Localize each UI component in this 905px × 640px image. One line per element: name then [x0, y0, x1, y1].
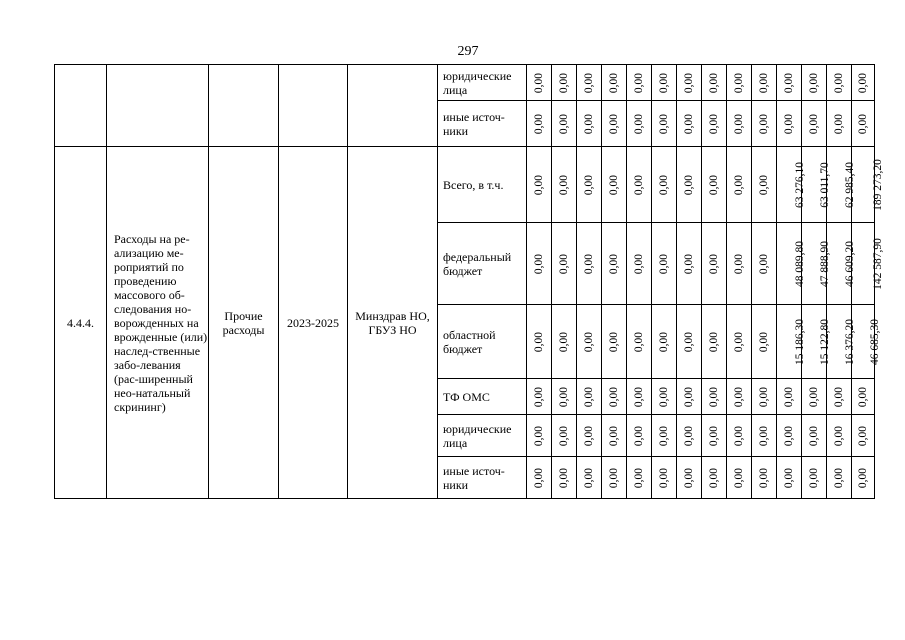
value-text: 0,00 — [708, 467, 720, 489]
value-cell — [727, 379, 752, 415]
value-text: 0,00 — [708, 72, 720, 94]
value-text: 0,00 — [833, 425, 845, 447]
value-cell — [527, 147, 552, 223]
value-cell — [752, 379, 777, 415]
value-cell — [527, 65, 552, 101]
value-cell — [752, 101, 777, 147]
value-cell — [727, 305, 752, 379]
value-text: 0,00 — [758, 113, 770, 135]
value-cell — [777, 415, 802, 457]
value-text: 0,00 — [833, 467, 845, 489]
value-cell — [827, 415, 852, 457]
value-cell — [577, 147, 602, 223]
value-text: 0,00 — [758, 72, 770, 94]
value-text: 0,00 — [608, 174, 620, 196]
value-text: 47 888,90 — [819, 241, 831, 287]
value-text: 0,00 — [808, 467, 820, 489]
value-text: 0,00 — [683, 331, 695, 353]
value-text: 0,00 — [857, 425, 869, 447]
value-text: 0,00 — [558, 331, 570, 353]
value-text: 0,00 — [683, 386, 695, 408]
row-label: юридические лица — [438, 65, 527, 101]
value-cell — [552, 305, 577, 379]
value-cell — [802, 101, 827, 147]
value-cell — [552, 415, 577, 457]
value-cell — [827, 379, 852, 415]
value-text: 62 985,40 — [844, 162, 856, 208]
value-text: 0,00 — [583, 174, 595, 196]
value-cell — [727, 457, 752, 499]
value-cell — [827, 101, 852, 147]
value-text: 0,00 — [733, 425, 745, 447]
value-text: 0,00 — [583, 425, 595, 447]
value-cell — [577, 457, 602, 499]
value-text: 0,00 — [708, 425, 720, 447]
value-text: 0,00 — [733, 467, 745, 489]
value-text: 0,00 — [708, 174, 720, 196]
value-text: 189 273,20 — [871, 159, 884, 211]
value-cell — [527, 457, 552, 499]
value-cell — [527, 223, 552, 305]
value-cell — [527, 305, 552, 379]
value-cell — [702, 305, 727, 379]
value-text: 0,00 — [758, 331, 770, 353]
value-text: 0,00 — [857, 467, 869, 489]
value-cell — [677, 305, 702, 379]
value-cell — [577, 65, 602, 101]
value-cell — [852, 415, 875, 457]
value-text: 16 376,20 — [844, 319, 856, 365]
value-text: 0,00 — [708, 386, 720, 408]
value-text: 0,00 — [583, 467, 595, 489]
value-cell — [752, 147, 777, 223]
value-cell — [777, 223, 806, 305]
value-cell — [802, 457, 827, 499]
value-text: 63 011,70 — [818, 162, 831, 208]
value-text: 0,00 — [558, 253, 570, 275]
value-cell — [552, 379, 577, 415]
value-cell — [602, 65, 627, 101]
value-text: 0,00 — [633, 72, 645, 94]
executor: Минздрав НО, ГБУЗ НО — [348, 147, 438, 499]
value-text: 63 276,10 — [794, 162, 806, 208]
value-cell — [752, 65, 777, 101]
value-text: 0,00 — [558, 386, 570, 408]
row-label: федеральный бюджет — [438, 223, 527, 305]
value-text: 0,00 — [658, 113, 670, 135]
value-text: 0,00 — [608, 72, 620, 94]
value-cell — [527, 415, 552, 457]
empty-cell — [209, 65, 279, 147]
value-cell — [577, 415, 602, 457]
value-text: 0,00 — [583, 386, 595, 408]
value-cell — [577, 223, 602, 305]
value-text: 0,00 — [733, 174, 745, 196]
value-cell — [702, 65, 727, 101]
value-text: 0,00 — [683, 72, 695, 94]
value-text: 0,00 — [783, 425, 795, 447]
value-text: 0,00 — [833, 72, 845, 94]
value-cell — [677, 147, 702, 223]
value-text: 0,00 — [658, 425, 670, 447]
value-text: 0,00 — [633, 467, 645, 489]
value-text: 0,00 — [558, 113, 570, 135]
value-cell — [627, 223, 652, 305]
value-text: 0,00 — [733, 253, 745, 275]
value-text: 0,00 — [533, 72, 545, 94]
value-cell — [652, 379, 677, 415]
value-text: 0,00 — [533, 174, 545, 196]
item-number: 4.4.4. — [55, 147, 107, 499]
value-text: 0,00 — [558, 72, 570, 94]
value-cell — [552, 457, 577, 499]
value-cell — [852, 101, 875, 147]
value-cell — [552, 65, 577, 101]
value-cell — [577, 379, 602, 415]
value-cell — [702, 379, 727, 415]
value-text: 0,00 — [608, 467, 620, 489]
value-text: 0,00 — [783, 72, 795, 94]
value-text: 0,00 — [533, 113, 545, 135]
value-text: 0,00 — [633, 386, 645, 408]
empty-cell — [348, 65, 438, 147]
value-cell — [577, 101, 602, 147]
value-cell — [727, 65, 752, 101]
value-cell — [552, 101, 577, 147]
value-text: 0,00 — [558, 467, 570, 489]
value-text: 0,00 — [558, 174, 570, 196]
value-cell — [752, 223, 777, 305]
value-cell — [702, 457, 727, 499]
value-text: 15 186,30 — [794, 319, 806, 365]
value-text: 0,00 — [733, 331, 745, 353]
value-text: 0,00 — [683, 425, 695, 447]
value-cell — [602, 415, 627, 457]
value-cell — [677, 223, 702, 305]
value-text: 0,00 — [608, 386, 620, 408]
value-text: 0,00 — [608, 253, 620, 275]
value-cell — [627, 305, 652, 379]
value-cell — [702, 223, 727, 305]
value-cell — [602, 457, 627, 499]
value-cell — [677, 457, 702, 499]
value-cell — [602, 147, 627, 223]
value-text: 0,00 — [558, 425, 570, 447]
page-number: 297 — [457, 44, 479, 59]
row-label: ТФ ОМС — [438, 379, 527, 415]
empty-cell — [279, 65, 348, 147]
value-text: 0,00 — [733, 113, 745, 135]
value-text: 0,00 — [583, 331, 595, 353]
value-cell — [602, 101, 627, 147]
value-cell — [802, 65, 827, 101]
value-text: 0,00 — [783, 386, 795, 408]
funding-table — [54, 64, 884, 499]
value-text: 0,00 — [683, 113, 695, 135]
value-text: 0,00 — [808, 72, 820, 94]
value-cell — [677, 65, 702, 101]
value-cell — [652, 65, 677, 101]
value-cell — [627, 101, 652, 147]
value-cell — [602, 379, 627, 415]
value-text: 15 122,80 — [819, 319, 831, 365]
value-cell — [827, 457, 852, 499]
value-text: 0,00 — [658, 174, 670, 196]
value-cell — [602, 223, 627, 305]
value-text: 142 587,90 — [871, 238, 884, 290]
value-text: 0,00 — [633, 425, 645, 447]
expense-type: Прочие расходы — [209, 147, 279, 499]
value-text: 0,00 — [658, 72, 670, 94]
value-text: 0,00 — [758, 253, 770, 275]
value-cell — [752, 415, 777, 457]
value-text: 0,00 — [683, 253, 695, 275]
value-text: 0,00 — [533, 331, 545, 353]
value-text: 0,00 — [533, 467, 545, 489]
value-text: 0,00 — [708, 253, 720, 275]
value-cell — [727, 415, 752, 457]
value-cell — [577, 305, 602, 379]
value-text: 0,00 — [733, 72, 745, 94]
value-cell — [652, 305, 677, 379]
value-text: 0,00 — [808, 386, 820, 408]
value-text: 0,00 — [808, 113, 820, 135]
value-cell — [627, 415, 652, 457]
value-text: 46 685,30 — [869, 319, 881, 365]
value-cell — [777, 147, 806, 223]
value-cell — [652, 101, 677, 147]
value-text: 0,00 — [583, 113, 595, 135]
value-cell — [527, 101, 552, 147]
value-cell — [627, 379, 652, 415]
value-cell — [752, 305, 777, 379]
value-cell — [727, 223, 752, 305]
value-cell — [627, 457, 652, 499]
value-text: 48 089,80 — [794, 241, 806, 287]
value-text: 0,00 — [708, 113, 720, 135]
row-label: иные источ-ники — [438, 457, 527, 499]
value-cell — [627, 65, 652, 101]
value-text: 0,00 — [633, 331, 645, 353]
value-text: 0,00 — [857, 72, 869, 94]
value-cell — [802, 379, 827, 415]
value-cell — [777, 457, 802, 499]
value-text: 0,00 — [533, 253, 545, 275]
value-text: 0,00 — [783, 467, 795, 489]
value-cell — [552, 223, 577, 305]
value-cell — [677, 379, 702, 415]
value-cell — [727, 147, 752, 223]
value-cell — [652, 457, 677, 499]
table-row — [55, 147, 875, 223]
value-cell — [752, 457, 777, 499]
value-text: 0,00 — [857, 113, 869, 135]
value-cell — [777, 379, 802, 415]
item-description: Расходы на ре-ализацию ме-роприятий по проведению массового об-следования но-ворожденных на врожденные (или) наслед-ственные забо-левания (рас-ширенный нео-натальный скрининг) — [107, 147, 209, 499]
period: 2023-2025 — [279, 147, 348, 499]
value-text: 0,00 — [658, 331, 670, 353]
value-cell — [652, 223, 677, 305]
value-text: 0,00 — [608, 113, 620, 135]
value-cell — [627, 147, 652, 223]
value-cell — [852, 379, 875, 415]
row-label: Всего, в т.ч. — [438, 147, 527, 223]
value-cell — [702, 415, 727, 457]
value-text: 0,00 — [758, 386, 770, 408]
value-cell — [652, 147, 677, 223]
row-label: юридические лица — [438, 415, 527, 457]
value-cell — [802, 415, 827, 457]
value-cell — [552, 147, 577, 223]
value-text: 0,00 — [658, 386, 670, 408]
value-text: 0,00 — [833, 386, 845, 408]
value-text: 0,00 — [758, 467, 770, 489]
value-cell — [677, 101, 702, 147]
empty-cell — [107, 65, 209, 147]
value-text: 0,00 — [633, 113, 645, 135]
empty-cell — [55, 65, 107, 147]
value-text: 0,00 — [658, 253, 670, 275]
value-text: 0,00 — [808, 425, 820, 447]
value-text: 46 609,20 — [844, 241, 856, 287]
value-text: 0,00 — [533, 425, 545, 447]
value-cell — [677, 415, 702, 457]
value-text: 0,00 — [783, 113, 795, 135]
value-text: 0,00 — [683, 174, 695, 196]
value-text: 0,00 — [683, 467, 695, 489]
value-cell — [777, 101, 802, 147]
value-cell — [827, 65, 852, 101]
value-cell — [727, 101, 752, 147]
table-row — [55, 65, 875, 101]
value-text: 0,00 — [583, 72, 595, 94]
value-text: 0,00 — [608, 425, 620, 447]
value-text: 0,00 — [758, 425, 770, 447]
value-text: 0,00 — [833, 113, 845, 135]
row-label: областной бюджет — [438, 305, 527, 379]
value-cell — [702, 147, 727, 223]
row-label: иные источ-ники — [438, 101, 527, 147]
value-text: 0,00 — [708, 331, 720, 353]
value-text: 0,00 — [658, 467, 670, 489]
value-cell — [602, 305, 627, 379]
value-cell — [652, 415, 677, 457]
value-text: 0,00 — [633, 253, 645, 275]
value-cell — [852, 65, 875, 101]
value-cell — [702, 101, 727, 147]
value-text: 0,00 — [758, 174, 770, 196]
value-cell — [527, 379, 552, 415]
value-cell — [777, 65, 802, 101]
value-text: 0,00 — [733, 386, 745, 408]
value-cell — [777, 305, 806, 379]
value-text: 0,00 — [857, 386, 869, 408]
value-text: 0,00 — [633, 174, 645, 196]
value-cell — [852, 457, 875, 499]
value-text: 0,00 — [583, 253, 595, 275]
value-text: 0,00 — [608, 331, 620, 353]
value-text: 0,00 — [533, 386, 545, 408]
